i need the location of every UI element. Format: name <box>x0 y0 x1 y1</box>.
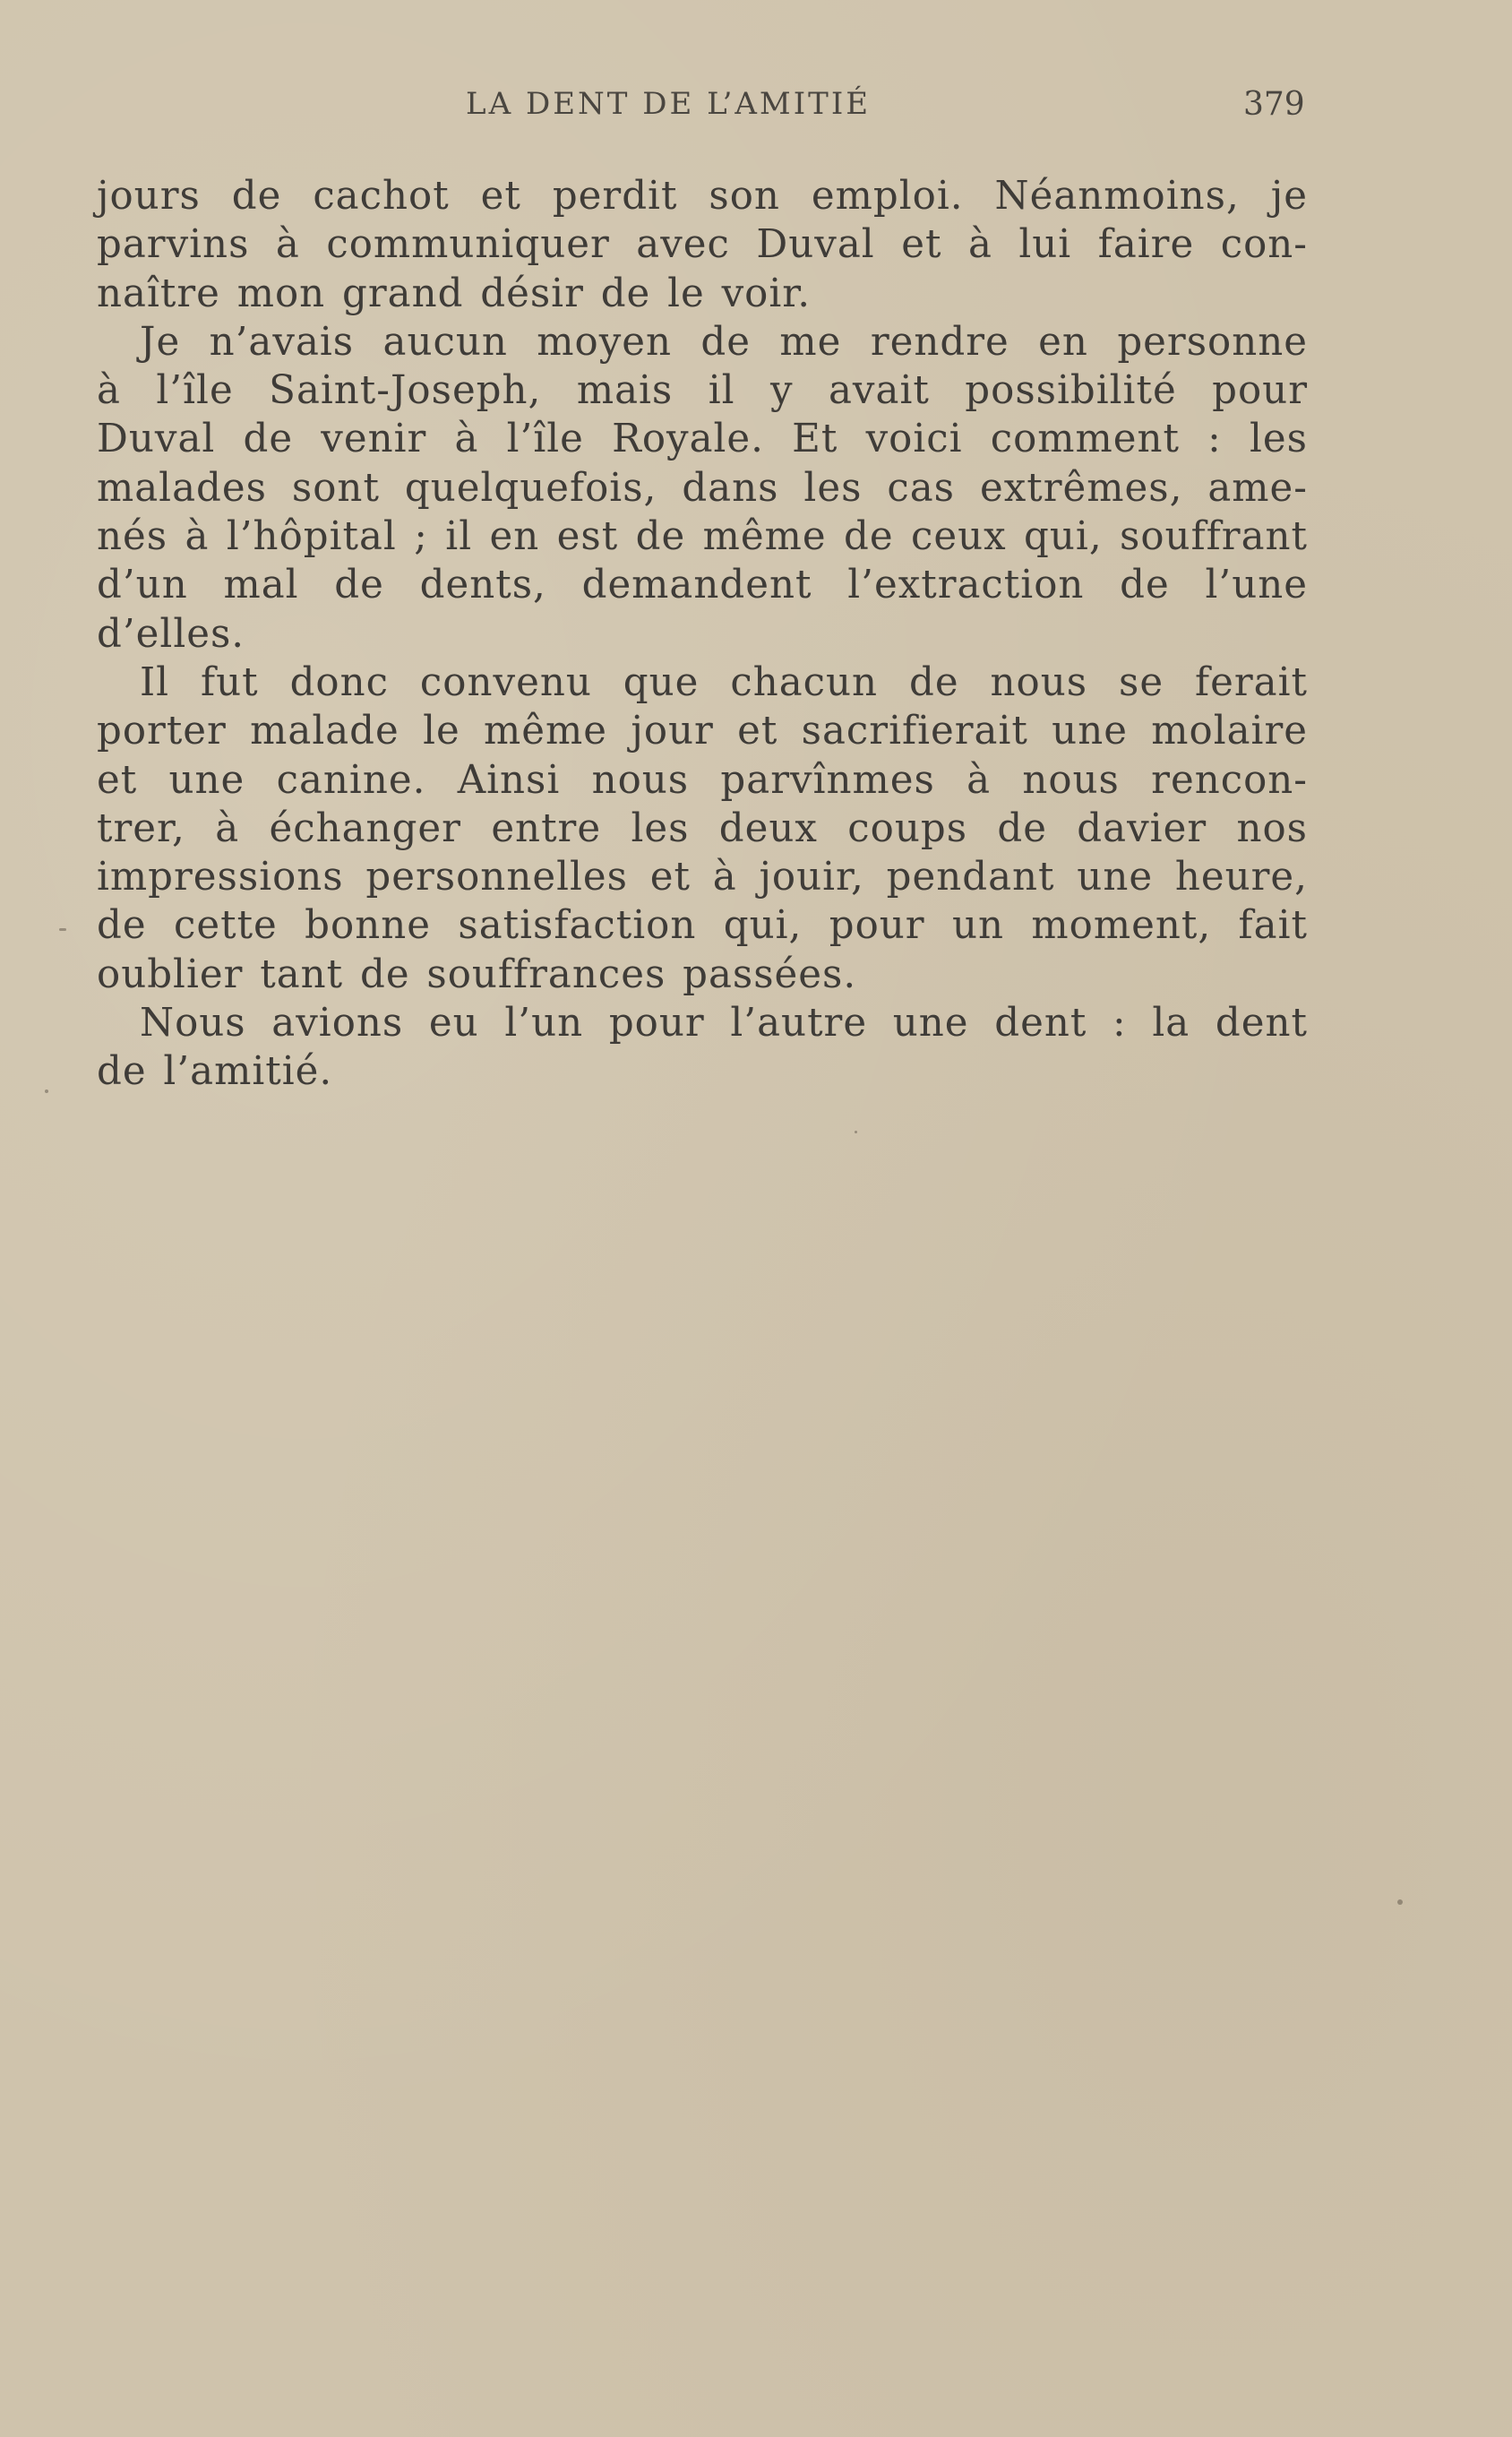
text-line: malades sont quelquefois, dans les cas extrêmes, ame- <box>97 465 1308 511</box>
page-number: 379 <box>1243 86 1305 123</box>
text-line: Nous avions eu l’un pour l’autre une dent : la dent <box>140 1001 1308 1046</box>
text-line: trer, à échanger entre les deux coups de davier nos <box>97 805 1308 851</box>
paper-speck <box>855 1131 857 1133</box>
text-line: jours de cachot et perdit son emploi. Néanmoins, je <box>97 174 1308 219</box>
text-line: de l’amitié. <box>97 1049 333 1095</box>
text-line: et une canine. Ainsi nous parvînmes à nous rencon- <box>97 757 1308 803</box>
text-line: d’elles. <box>97 611 245 657</box>
text-line: Je n’avais aucun moyen de me rendre en personne <box>140 319 1308 365</box>
paper-speck <box>1397 1899 1403 1905</box>
text-line: naître mon grand désir de le voir. <box>97 271 812 316</box>
text-line: à l’île Saint-Joseph, mais il y avait possibilité pour <box>97 368 1308 414</box>
text-line: Duval de venir à l’île Royale. Et voici comment : les <box>97 417 1308 462</box>
text-line: oublier tant de souffrances passées. <box>97 952 857 997</box>
paper-speck <box>45 1089 48 1093</box>
text-line: nés à l’hôpital ; il en est de même de ceux qui, souffrant <box>97 514 1308 560</box>
text-line: de cette bonne satisfaction qui, pour un moment, fait <box>97 903 1308 949</box>
text-line: porter malade le même jour et sacrifierait une molaire <box>97 709 1308 754</box>
body-text <box>97 172 1308 1097</box>
text-line: Il fut donc convenu que chacun de nous se ferait <box>140 659 1308 705</box>
paper-speck <box>59 928 66 931</box>
text-line: impressions personnelles et à jouir, pendant une heure, <box>97 855 1308 900</box>
running-title: LA DENT DE L’AMITIÉ <box>466 86 872 122</box>
running-head <box>0 86 1512 131</box>
text-line: parvins à communiquer avec Duval et à lui faire con- <box>97 222 1308 268</box>
text-line: d’un mal de dents, demandent l’extraction de l’une <box>97 563 1308 608</box>
